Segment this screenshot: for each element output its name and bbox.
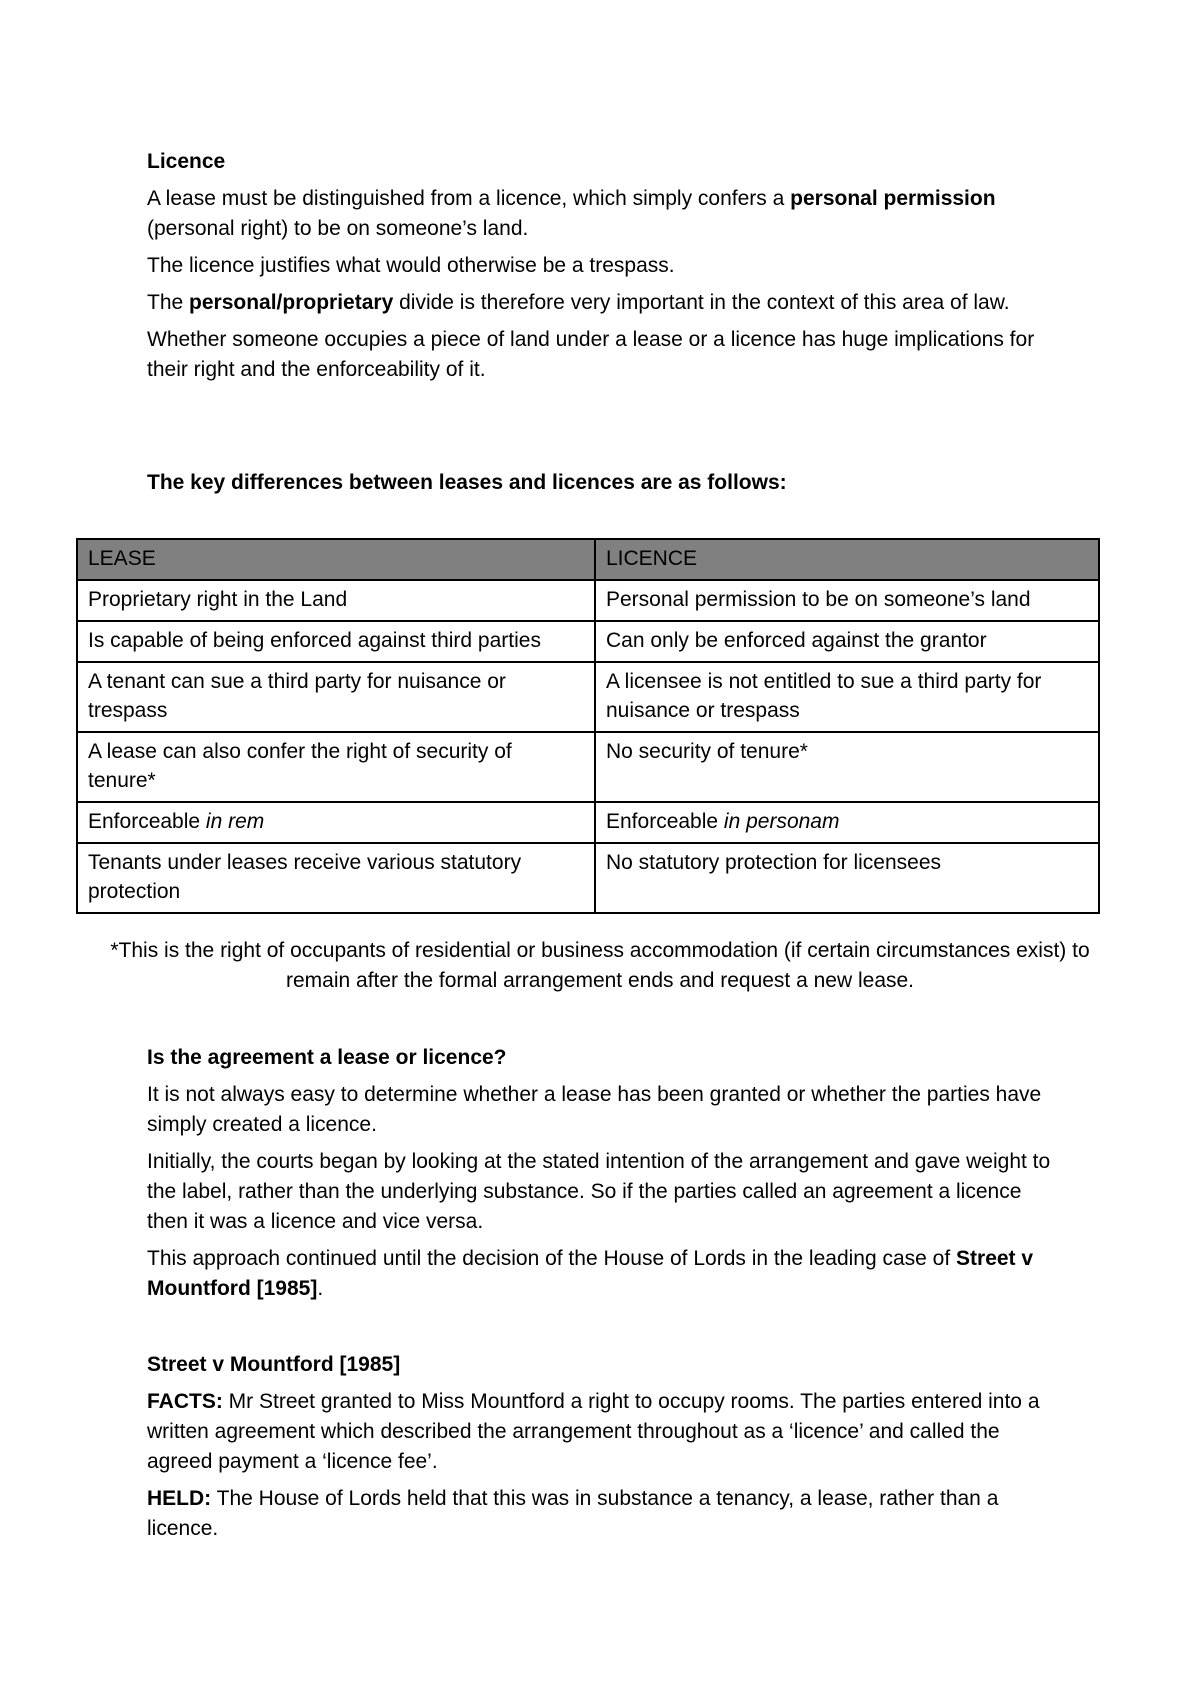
table-row — [77, 843, 1099, 913]
table-cell: Can only be enforced against the grantor — [595, 621, 1099, 662]
differences-heading-wrap — [147, 468, 1067, 505]
held-label: HELD: — [147, 1487, 212, 1510]
table-cell: Is capable of being enforced against third parties — [77, 621, 595, 662]
licence-paragraph-2: The licence justifies what would otherwise be a trespass. — [147, 254, 675, 277]
facts-paragraph — [147, 1387, 1067, 1477]
table-row — [77, 662, 1099, 732]
text-run: Enforceable — [88, 810, 206, 833]
table-cell: No statutory protection for licensees — [595, 843, 1099, 913]
table-row — [77, 732, 1099, 802]
licence-paragraph-1 — [147, 184, 1067, 244]
held-paragraph — [147, 1484, 1067, 1544]
differences-heading: The key differences between leases and licences are as follows: — [147, 471, 787, 494]
licence-paragraph-4: Whether someone occupies a piece of land under a lease or a licence has huge implications for their right and the enforceability of it. — [147, 328, 1035, 381]
agreement-section — [147, 1043, 1067, 1311]
table-cell: A licensee is not entitled to sue a third party for nuisance or trespass — [595, 662, 1099, 732]
agreement-heading: Is the agreement a lease or licence? — [147, 1046, 507, 1069]
table-row — [77, 802, 1099, 843]
table-row — [77, 580, 1099, 621]
bold-term: personal/proprietary — [189, 291, 394, 314]
text-run: divide is therefore very important in the context of this area of law. — [393, 291, 1010, 314]
table-cell: No security of tenure* — [595, 732, 1099, 802]
text-run: A lease must be distinguished from a licence, which simply confers a — [147, 187, 791, 210]
bold-term: personal permission — [790, 187, 996, 210]
text-run: Mr Street granted to Miss Mountford a right to occupy rooms. The parties entered into a written agreement which described the arrangement throughout as a ‘licence’ and called the agreed payment a ‘licence fee’. — [147, 1390, 1040, 1473]
text-run: . — [317, 1277, 324, 1300]
text-run: This approach continued until the decision of the House of Lords in the leading case of — [147, 1247, 957, 1270]
lease-licence-table — [76, 538, 1100, 914]
table-cell: A tenant can sue a third party for nuisance or trespass — [77, 662, 595, 732]
italic-term: in rem — [205, 810, 265, 833]
agreement-paragraph-2: Initially, the courts began by looking at the stated intention of the arrangement and gave weight to the label, rather than the underlying substance. So if the parties called an agreement a licence then it was a licence and vice versa. — [147, 1150, 1051, 1233]
case-citation: Street v Mountford [1985] — [147, 1247, 1034, 1300]
table-cell: A lease can also confer the right of security of tenure* — [77, 732, 595, 802]
case-section — [147, 1350, 1067, 1551]
table-cell: Personal permission to be on someone’s land — [595, 580, 1099, 621]
text-run: (personal right) to be on someone’s land. — [147, 217, 529, 240]
text-run: Enforceable — [606, 810, 724, 833]
table-header-licence: LICENCE — [595, 539, 1099, 580]
table-row — [77, 621, 1099, 662]
licence-heading: Licence — [147, 150, 226, 173]
case-heading: Street v Mountford [1985] — [147, 1353, 401, 1376]
text-run: The House of Lords held that this was in substance a tenancy, a lease, rather than a licence. — [147, 1487, 999, 1540]
facts-label: FACTS: — [147, 1390, 223, 1413]
table-header-lease: LEASE — [77, 539, 595, 580]
table-cell — [77, 802, 595, 843]
table-cell — [595, 802, 1099, 843]
licence-paragraph-3 — [147, 288, 1067, 318]
table-cell: Proprietary right in the Land — [77, 580, 595, 621]
table-header-row — [77, 539, 1099, 580]
agreement-paragraph-1: It is not always easy to determine whether a lease has been granted or whether the parties have simply created a licence. — [147, 1083, 1042, 1136]
agreement-paragraph-3 — [147, 1244, 1067, 1304]
text-run: The — [147, 291, 190, 314]
licence-section — [147, 147, 1067, 392]
italic-term: in personam — [723, 810, 840, 833]
security-of-tenure-footnote: *This is the right of occupants of residential or business accommodation (if certain circumstances exist) to remain after the formal arrangement ends and request a new lease. — [110, 939, 1090, 992]
table-cell: Tenants under leases receive various statutory protection — [77, 843, 595, 913]
